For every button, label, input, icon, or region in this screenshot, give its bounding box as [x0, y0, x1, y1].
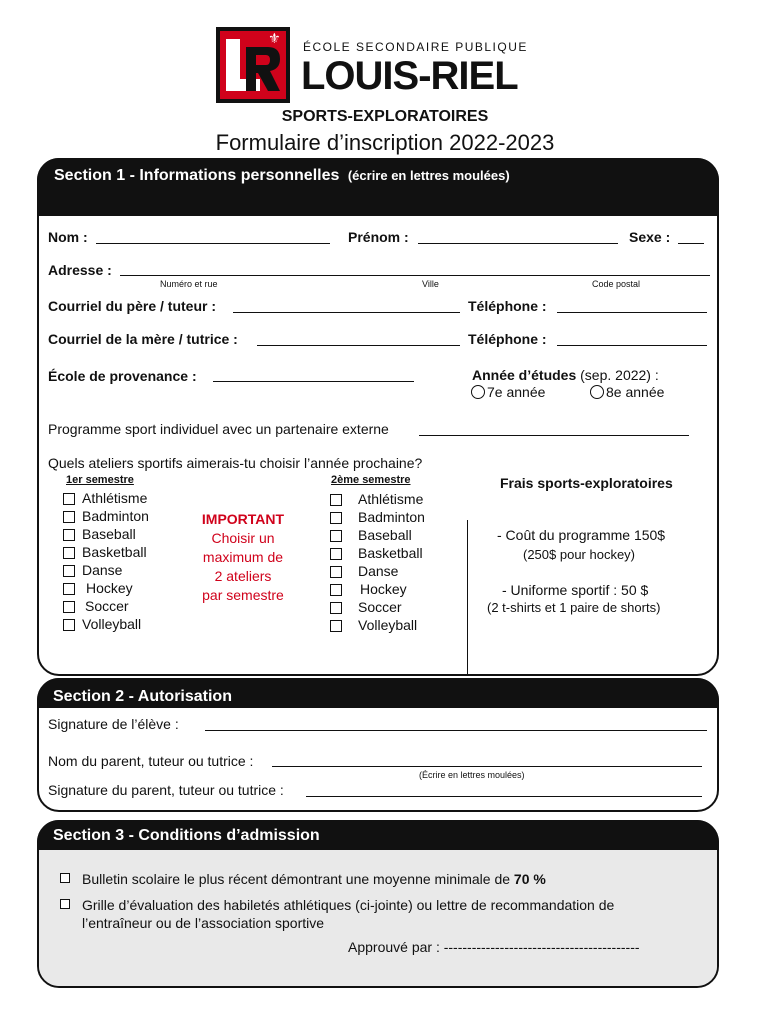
- code-postal-caption: Code postal: [592, 279, 641, 289]
- school-name: LOUIS-RIEL: [301, 54, 518, 98]
- sexe-label: Sexe :: [629, 229, 671, 245]
- telephone-pere-label: Téléphone :: [468, 298, 547, 314]
- sem2-checkbox[interactable]: [330, 620, 342, 632]
- sem1-checkbox[interactable]: [63, 547, 75, 559]
- condition-grille-line2: l’entraîneur ou de l’association sportive: [82, 915, 325, 931]
- condition-grille-line1: Grille d’évaluation des habiletés athlétiques (ci-jointe) ou lettre de recommandation de: [82, 897, 615, 913]
- sem2-label: Danse: [358, 563, 399, 579]
- grade-7-label: 7e année: [487, 384, 546, 400]
- adresse-label: Adresse :: [48, 262, 112, 278]
- important-note: [184, 510, 302, 605]
- sexe-field[interactable]: [678, 243, 704, 244]
- condition-bulletin-value: 70 %: [513, 871, 546, 887]
- courriel-pere-field[interactable]: [233, 312, 460, 313]
- sem2-checkbox[interactable]: [330, 530, 342, 542]
- sem1-label: Soccer: [85, 598, 129, 614]
- sem2-checkbox[interactable]: [330, 566, 342, 578]
- grade-7-option[interactable]: [471, 384, 545, 400]
- programme-externe-field[interactable]: [419, 435, 689, 436]
- nom-label: Nom :: [48, 229, 88, 245]
- cout-programme: - Coût du programme 150$: [497, 527, 666, 543]
- sem1-checkbox[interactable]: [63, 565, 75, 577]
- uniforme: - Uniforme sportif : 50 $: [502, 582, 649, 598]
- sem2-label: Hockey: [360, 581, 407, 597]
- important-line: par semestre: [202, 587, 284, 603]
- grade-8-radio[interactable]: [590, 385, 604, 399]
- approuve-par: Approuvé par : ------------------------------------------: [348, 939, 640, 955]
- sem1-checkbox[interactable]: [63, 619, 75, 631]
- sig-eleve-field[interactable]: [205, 730, 707, 731]
- ville-caption: Ville: [422, 279, 439, 289]
- sem2-label: Baseball: [358, 527, 412, 543]
- nom-parent-label: Nom du parent, tuteur ou tutrice :: [48, 753, 254, 769]
- sem1-checkbox[interactable]: [63, 511, 75, 523]
- section-2-title: Section 2 - Autorisation: [53, 688, 232, 705]
- sem2-label: Athlétisme: [358, 491, 424, 507]
- sem2-checkbox[interactable]: [330, 494, 342, 506]
- sig-eleve-label: Signature de l’élève :: [48, 716, 179, 732]
- condition-grille-checkbox[interactable]: [60, 899, 70, 909]
- courriel-mere-field[interactable]: [257, 345, 460, 346]
- sem2-checkbox[interactable]: [330, 602, 342, 614]
- fees-divider: [467, 520, 468, 676]
- sem2-label: Volleyball: [358, 617, 418, 633]
- sem1-label: Badminton: [82, 508, 149, 524]
- sem2-checkbox[interactable]: [330, 584, 342, 596]
- ateliers-question: Quels ateliers sportifs aimerais-tu choisir l’année prochaine?: [48, 455, 423, 471]
- sem2-label: Soccer: [358, 599, 402, 615]
- sem1-checkbox[interactable]: [63, 493, 75, 505]
- school-subtitle: ÉCOLE SECONDAIRE PUBLIQUE: [303, 40, 528, 54]
- prenom-field[interactable]: [418, 243, 618, 244]
- sem2-label: Badminton: [358, 509, 425, 525]
- ecole-label: École de provenance :: [48, 368, 197, 384]
- svg-text:⚜: ⚜: [268, 31, 281, 47]
- important-line: 2 ateliers: [214, 568, 272, 584]
- sem1-label: Basketball: [82, 544, 147, 560]
- sem2-label: Basketball: [358, 545, 423, 561]
- adresse-field[interactable]: [120, 275, 710, 276]
- section-1-title: Section 1 - Informations personnelles: [54, 167, 340, 184]
- section-3-title: Section 3 - Conditions d’admission: [53, 827, 320, 844]
- form-title: Formulaire d’inscription 2022-2023: [215, 130, 555, 155]
- sem1-label: Volleyball: [82, 616, 142, 632]
- section-2-header: [37, 678, 719, 708]
- uniforme-detail: (2 t-shirts et 1 paire de shorts): [487, 600, 661, 615]
- telephone-mere-field[interactable]: [557, 345, 707, 346]
- annee-note: (sep. 2022) :: [580, 367, 659, 383]
- sem1-label: Athlétisme: [82, 490, 148, 506]
- telephone-mere-label: Téléphone :: [468, 331, 547, 347]
- annee-etudes: [472, 367, 659, 383]
- cout-hockey: (250$ pour hockey): [523, 547, 636, 562]
- section-3-header: [37, 820, 719, 850]
- condition-bulletin-checkbox[interactable]: [60, 873, 70, 883]
- courriel-mere-label: Courriel de la mère / tutrice :: [48, 331, 238, 347]
- programme-externe-label: Programme sport individuel avec un partenaire externe: [48, 421, 389, 437]
- sem1-label: Baseball: [82, 526, 136, 542]
- important-line: Choisir un: [211, 530, 275, 546]
- section-1-header: [37, 158, 719, 216]
- sem1-label: Hockey: [86, 580, 133, 596]
- numero-rue-caption: Numéro et rue: [160, 279, 218, 289]
- nom-field[interactable]: [96, 243, 330, 244]
- sem2-checkbox[interactable]: [330, 512, 342, 524]
- telephone-pere-field[interactable]: [557, 312, 707, 313]
- sig-parent-label: Signature du parent, tuteur ou tutrice :: [48, 782, 284, 798]
- ecrire-note: (Écrire en lettres moulées): [419, 770, 525, 780]
- school-logo: [216, 27, 290, 103]
- prenom-label: Prénom :: [348, 229, 409, 245]
- annee-label: Année d’études: [472, 367, 577, 383]
- grade-8-label: 8e année: [606, 384, 665, 400]
- sem1-checkbox[interactable]: [63, 583, 75, 595]
- courriel-pere-label: Courriel du père / tuteur :: [48, 298, 217, 314]
- important-line: maximum de: [202, 549, 284, 565]
- section-1-note: (écrire en lettres moulées): [347, 168, 510, 183]
- condition-bulletin-text: Bulletin scolaire le plus récent démontrant une moyenne minimale de: [82, 871, 511, 887]
- grade-8-option[interactable]: [590, 384, 664, 400]
- grade-7-radio[interactable]: [471, 385, 485, 399]
- sig-parent-field[interactable]: [306, 796, 702, 797]
- sem1-checkbox[interactable]: [63, 529, 75, 541]
- nom-parent-field[interactable]: [272, 766, 702, 767]
- ecole-field[interactable]: [213, 381, 414, 382]
- semestre-1-heading: 1er semestre: [66, 474, 134, 486]
- sem1-label: Danse: [82, 562, 123, 578]
- sem2-checkbox[interactable]: [330, 548, 342, 560]
- important-title: IMPORTANT: [201, 511, 285, 527]
- semestre-2-heading: 2ème semestre: [331, 474, 411, 486]
- frais-title: Frais sports-exploratoires: [500, 475, 673, 491]
- sem1-checkbox[interactable]: [63, 601, 75, 613]
- program-title: SPORTS-EXPLORATOIRES: [281, 108, 489, 125]
